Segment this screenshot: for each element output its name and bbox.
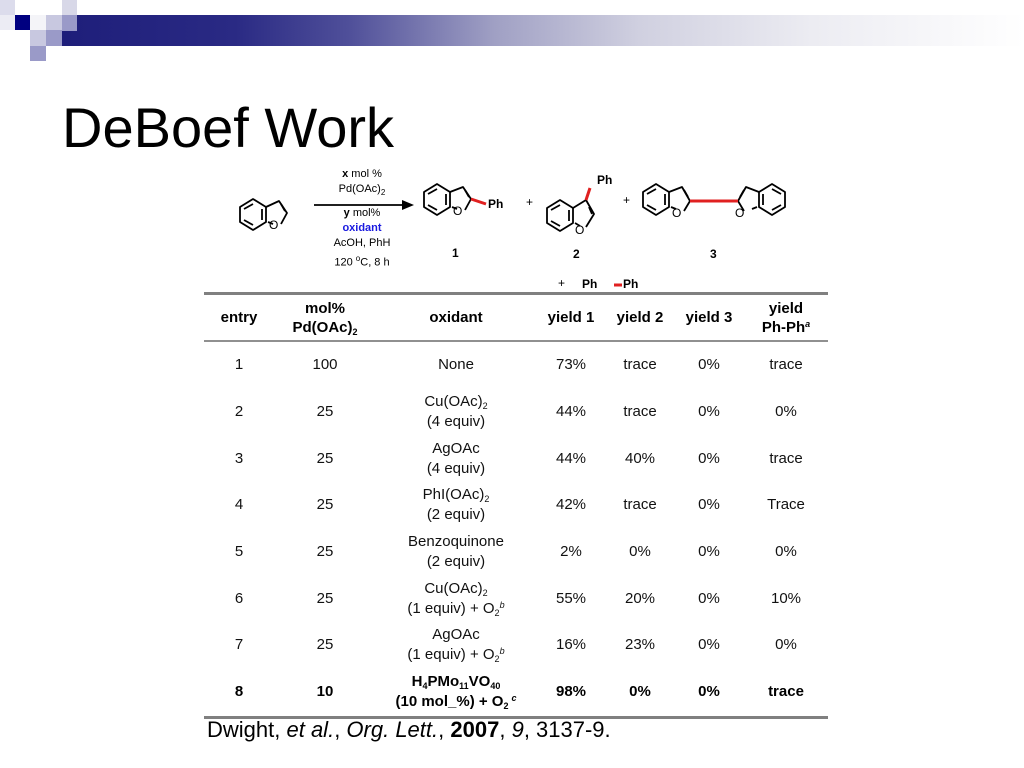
oxidant-equiv: (2 equiv) [426, 553, 486, 571]
oxidant-equiv: (2 equiv) [426, 506, 486, 524]
deco-square-dark [15, 15, 30, 30]
subscript: 2 [352, 326, 358, 337]
compound-label-3: 3 [710, 247, 717, 261]
citation [207, 716, 611, 744]
cell-yield-phph: trace [744, 669, 828, 717]
subscript: 2 [380, 188, 386, 198]
cell-yield2: 0% [629, 543, 651, 561]
y-variable: y [343, 207, 350, 219]
table-row [204, 389, 828, 436]
cell-mol: 10 [274, 669, 376, 717]
oxidant-name: AgOAc [432, 626, 480, 644]
cell-entry: 7 [234, 636, 244, 654]
compound-label-2: 2 [573, 247, 580, 261]
oxidant-name: Cu(OAc) [424, 393, 483, 411]
separator: , [438, 717, 451, 742]
subscript: 4 [422, 681, 428, 692]
deco-square [62, 15, 77, 31]
compound-label-1: 1 [452, 246, 459, 260]
cell-yield1: 55% [555, 589, 587, 607]
oxidant-formula [376, 672, 536, 692]
svg-text:O: O [735, 206, 745, 220]
plus-sign: + [558, 276, 566, 290]
header-yieldpp-line1: yield [768, 299, 804, 317]
oxidant-equiv: (4 equiv) [426, 413, 486, 431]
gradient-bar [62, 15, 1024, 46]
cell-yield1: 98% [536, 669, 606, 717]
table-header-row [204, 294, 828, 342]
deco-square [30, 30, 46, 46]
subscript: 2 [503, 701, 509, 712]
slide-title: DeBoef Work [62, 96, 394, 159]
header-yield3: yield 3 [674, 294, 744, 342]
deco-square [0, 15, 15, 30]
conditions-bottom [312, 206, 412, 271]
conditions-top [312, 167, 412, 200]
results-table [204, 292, 828, 719]
cell-yield-phph: Trace [767, 496, 805, 514]
cell-yield2: 40% [624, 449, 656, 467]
table-row [204, 482, 828, 529]
cell-mol: 25 [316, 589, 334, 607]
table-row [204, 575, 828, 622]
table-row [204, 341, 828, 389]
header-oxidant: oxidant [376, 294, 536, 342]
footnote-b: b [499, 646, 505, 657]
cell-oxidant [376, 435, 536, 482]
citation-author: Dwight, [207, 717, 287, 742]
biphenyl-right: Ph [623, 277, 639, 291]
header-yieldpp-line2: Ph-Ph [761, 318, 806, 336]
deco-square [46, 30, 62, 46]
x-variable: x [342, 168, 349, 180]
subscript: 2 [494, 607, 500, 618]
oxidant-name: AgOAc [432, 439, 480, 457]
cell-oxidant [376, 622, 536, 669]
cell-entry: 6 [234, 589, 244, 607]
separator: , [334, 717, 347, 742]
time-label: C, 8 h [360, 256, 390, 269]
cell-yield-phph: 0% [775, 543, 797, 561]
header-mol-percent [274, 294, 376, 342]
cell-yield-phph: 10% [770, 589, 802, 607]
table-row [204, 529, 828, 576]
cell-yield3: 0% [698, 449, 720, 467]
cell-entry: 8 [204, 669, 274, 717]
citation-pages: , 3137-9. [523, 717, 611, 742]
table-row [204, 435, 828, 482]
cell-yield3: 0% [698, 356, 720, 374]
oxidant-equiv: (1 equiv) + O [407, 599, 495, 617]
citation-year: 2007 [450, 717, 500, 742]
oxidant-label: oxidant [342, 222, 382, 234]
oxidant-name: PhI(OAc) [422, 486, 485, 504]
subscript: 2 [482, 401, 488, 412]
cell-yield-phph: trace [769, 449, 803, 467]
citation-volume: 9 [511, 717, 524, 742]
cell-yield2: trace [623, 356, 657, 374]
deco-square [46, 15, 62, 31]
footnote-a: a [805, 318, 811, 329]
oxidant-equiv: (1 equiv) + O [407, 646, 495, 664]
reaction-scheme [230, 160, 830, 295]
mol-percent-label: mol % [348, 168, 382, 180]
product2-substituent: Ph [597, 173, 613, 187]
cell-oxidant [376, 529, 536, 576]
header-entry: entry [204, 294, 274, 342]
svg-text:O: O [575, 223, 585, 237]
subscript: 2 [482, 587, 488, 598]
cell-mol: 25 [316, 403, 334, 421]
cell-entry: 5 [234, 543, 244, 561]
cell-mol: 25 [316, 496, 334, 514]
header-yield1: yield 1 [536, 294, 606, 342]
cell-yield1: 73% [555, 356, 587, 374]
deco-square [62, 0, 77, 15]
table-row [204, 622, 828, 669]
citation-etal: et al. [286, 717, 335, 742]
cell-yield1: 44% [555, 449, 587, 467]
cell-mol: 25 [316, 543, 334, 561]
cell-yield2: 0% [606, 669, 674, 717]
cell-oxidant [376, 389, 536, 436]
degree-sup: o [355, 254, 361, 263]
cell-yield3: 0% [698, 496, 720, 514]
cell-oxidant [376, 575, 536, 622]
oxidant-name: Benzoquinone [408, 533, 504, 551]
formula-part: PMo [427, 673, 460, 691]
deco-square [30, 15, 46, 30]
cell-yield3: 0% [698, 589, 720, 607]
cell-entry: 2 [234, 403, 244, 421]
footnote-c: c [511, 693, 517, 704]
header-mol-line1: mol% [304, 299, 345, 317]
table-row-highlight [204, 669, 828, 717]
oxidant-equiv: (4 equiv) [426, 459, 486, 477]
subscript: 11 [459, 681, 469, 692]
catalyst-label: Pd(OAc) [338, 183, 381, 195]
cell-mol: 25 [316, 636, 334, 654]
cell-mol: 25 [316, 449, 334, 467]
cell-mol: 100 [312, 356, 338, 374]
temperature-label: 120 [334, 256, 356, 269]
cell-yield2: 20% [624, 589, 656, 607]
oxidant-equiv: (10 mol_%) + O [395, 693, 504, 711]
footnote-b: b [499, 599, 505, 610]
header-yield-phph [744, 294, 828, 342]
citation-journal: Org. Lett. [346, 717, 439, 742]
cell-yield2: trace [623, 403, 657, 421]
cell-oxidant [376, 482, 536, 529]
cell-oxidant [376, 341, 536, 389]
cell-yield-phph: 0% [775, 403, 797, 421]
deco-square [0, 0, 15, 15]
oxidant-name: None [438, 356, 474, 374]
plus-sign: + [526, 195, 534, 209]
svg-text:O: O [269, 218, 279, 232]
cell-yield1: 42% [555, 496, 587, 514]
subscript: 40 [490, 681, 501, 692]
deco-square [30, 46, 46, 61]
cell-yield1: 16% [555, 636, 587, 654]
oxidant-name: Cu(OAc) [424, 579, 483, 597]
svg-text:O: O [453, 204, 463, 218]
mol-percent-label: mol% [349, 207, 381, 219]
formula-part: VO [468, 673, 491, 691]
cell-yield1: 44% [555, 403, 587, 421]
cell-yield3: 0% [674, 669, 744, 717]
cell-yield1: 2% [560, 543, 582, 561]
header-yield2: yield 2 [606, 294, 674, 342]
cell-entry: 4 [234, 496, 244, 514]
subscript: 2 [494, 654, 500, 665]
subscript: 2 [484, 494, 490, 505]
header-mol-line2: Pd(OAc) [292, 318, 353, 336]
cell-entry: 3 [234, 449, 244, 467]
plus-sign: + [623, 193, 631, 207]
cell-yield2: 23% [624, 636, 656, 654]
solvent-label: AcOH, PhH [333, 237, 391, 249]
cell-yield2: trace [623, 496, 657, 514]
cell-oxidant [376, 669, 536, 717]
biphenyl-left: Ph [582, 277, 598, 291]
cell-entry: 1 [234, 356, 244, 374]
cell-yield3: 0% [698, 636, 720, 654]
separator: , [499, 717, 512, 742]
cell-yield3: 0% [698, 543, 720, 561]
cell-yield3: 0% [698, 403, 720, 421]
cell-yield-phph: 0% [775, 636, 797, 654]
formula-part: H [411, 673, 423, 691]
product1-substituent: Ph [488, 197, 504, 211]
cell-yield-phph: trace [769, 356, 803, 374]
svg-text:O: O [672, 206, 682, 220]
